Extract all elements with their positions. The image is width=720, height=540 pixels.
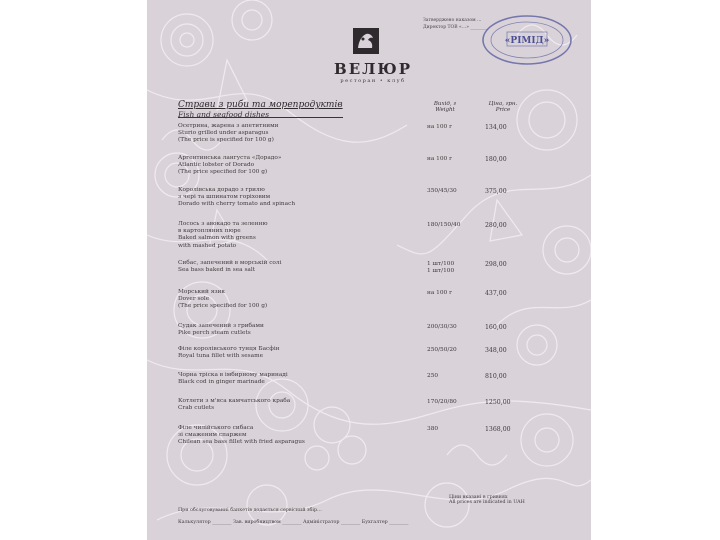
item-price: 280,00 [485,222,507,229]
brand-name: ВЕЛЮР [334,60,412,78]
item-price: 134,00 [485,124,507,131]
stamp-text: «РІМІД» [504,36,550,46]
item-price: 298,00 [485,261,507,268]
item-description: Baked salmon with greens [178,235,256,242]
item-price: 1368,00 [485,426,511,433]
currency-note: Ціни вказані в гривнях All prices are indicated in UAH [449,495,525,505]
item-description: (The price specified for 100 g) [178,303,268,310]
section-divider [178,117,343,118]
item-description: Royal tuna fillet with sesame [178,353,264,360]
stamp [479,10,575,70]
item-description: зі смаженим спаржем [178,432,247,439]
service-note: При обслуговуванні банкетів додається сервісний збір… [178,508,322,513]
item-price: 1250,00 [485,399,511,406]
approval-line: Затверджено наказом … [423,18,482,23]
brand-subtitle: ресторан • клуб [340,78,406,84]
item-name: Сибас, запечений в морській солі [178,260,282,266]
item-portion: 250 [427,373,439,379]
item-description: Sea bass baked in sea salt [178,267,256,274]
item-name: Осетрина, жарена з апетитними [178,123,279,129]
item-portion: на 100 г [427,290,453,296]
item-price: 437,00 [485,290,507,297]
item-description: (The price specified for 100 g) [178,169,268,176]
item-price: 375,00 [485,188,507,195]
item-description: в картопляних пюре [178,228,241,235]
item-name: Судак запечений з грибами [178,323,264,329]
approval-line: Директор ТОВ «…» ________ [423,25,489,30]
item-description: (The price is specified for 100 g) [178,137,274,144]
item-price: 160,00 [485,324,507,331]
item-description: with mashed potato [178,242,237,249]
item-description: Black cod in ginger marinade [178,379,265,386]
column-header-price: Ціна, грн. Price [488,101,518,114]
item-portion: 350/45/30 [427,188,457,194]
item-description: Chilean sea bass fillet with fried asparagus [178,439,305,446]
item-description: Sturio grilled under asparagus [178,130,269,137]
item-description: Dover sole [178,296,210,303]
item-description: Crab cutlets [178,405,215,412]
brand-logo-icon [353,28,379,54]
item-portion: на 100 г [427,156,453,162]
item-price: 180,00 [485,156,507,163]
item-name: Королівська дорадо з грилю [178,187,265,193]
section-title: Страви з риби та морепродуктів [178,100,343,110]
item-portion: 1 шт/100 [427,268,455,274]
signature-line: Калькулятор ________ Зав. виробництвом ________ Адміністратор ________ Бухгалтер ________ [178,520,409,525]
item-portion: 250/50/20 [427,347,457,353]
item-price: 810,00 [485,373,507,380]
item-description: з чері та шпинатом горіховим [178,194,271,201]
item-portion: 180/150/40 [427,222,461,228]
item-name: Чорна тріска в імбирному маринаді [178,372,288,378]
item-description: Dorado with cherry tomato and spinach [178,201,296,208]
item-description: Pike perch steam cutlets [178,330,251,337]
item-portion: 170/20/80 [427,399,457,405]
item-description: Atlantic lobster of Dorado [178,162,255,169]
item-name: Філе королівського тунця Басфін [178,346,280,352]
item-name: Філе чилійського сибаса [178,425,254,431]
item-portion: на 100 г [427,124,453,130]
item-name: Аргентинська лангуста «Дорадо» [178,155,282,161]
item-price: 348,00 [485,347,507,354]
menu-page [147,0,591,540]
item-portion: 200/30/30 [427,324,457,330]
item-name: Лосось з авокадо та зеленню [178,221,268,227]
item-portion: 1 шт/100 [427,261,455,267]
section-subtitle: Fish and seafood dishes [178,110,270,119]
item-portion: 380 [427,426,439,432]
column-header-portion: Вихід, г Weight [433,101,457,114]
item-name: Котлети з м'яса камчатського краба [178,398,291,404]
item-name: Морський язик [178,289,226,295]
